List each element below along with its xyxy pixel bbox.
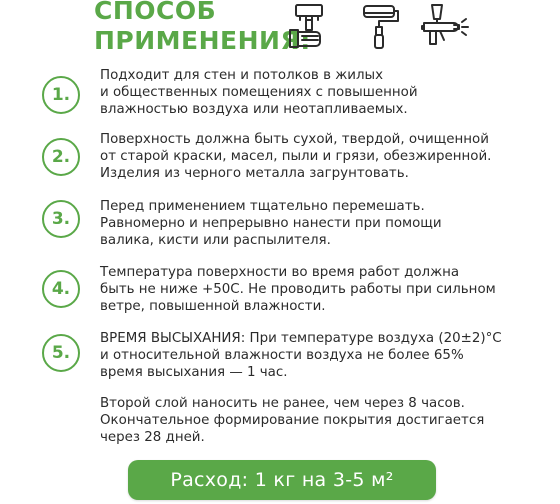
step-number-badge: 4. [42, 270, 80, 308]
brush-hand-icon [284, 2, 330, 50]
step-text: Температура поверхности во время работ должна быть не ниже +50С. Не проводить работы при сильном ветре, повышенной влажности. [100, 265, 496, 314]
step-text: Перед применением тщательно перемешать. Равномерно и непрерывно нанести при помощи валика, кисти или распылителя. [100, 199, 442, 248]
step-text: Поверхность должна быть сухой, твердой, очищенной от старой краски, масел, пыли и грязи, обезжиренной. Изделия из черного металла загрунтовать. [100, 132, 492, 181]
consumption-badge: Расход: 1 кг на 3-5 м² [128, 460, 436, 500]
step-text: Подходит для стен и потолков в жилых и общественных помещениях с повышенной влажностью воздуха или неотапливаемых. [100, 68, 418, 117]
step-number-badge: 1. [42, 76, 80, 114]
step-text: ВРЕМЯ ВЫСЫХАНИЯ: При температуре воздуха (20±2)°С и относительной влажности воздуха не более 65% время высыхания — 1 час. [100, 331, 502, 380]
step-number-badge: 5. [42, 334, 80, 372]
title-line-2: ПРИМЕНЕНИЯ: [94, 26, 311, 55]
step-number-badge: 2. [42, 138, 80, 176]
step-number-badge: 3. [42, 200, 80, 238]
spray-gun-icon [420, 2, 472, 50]
title-line-1: СПОСОБ [94, 0, 217, 25]
paint-roller-icon [356, 2, 402, 50]
section-title [94, 0, 311, 56]
second-coat-note: Второй слой наносить не ранее, чем через 8 часов. Окончательное формирование покрытия достигается через 28 дней. [100, 396, 485, 445]
